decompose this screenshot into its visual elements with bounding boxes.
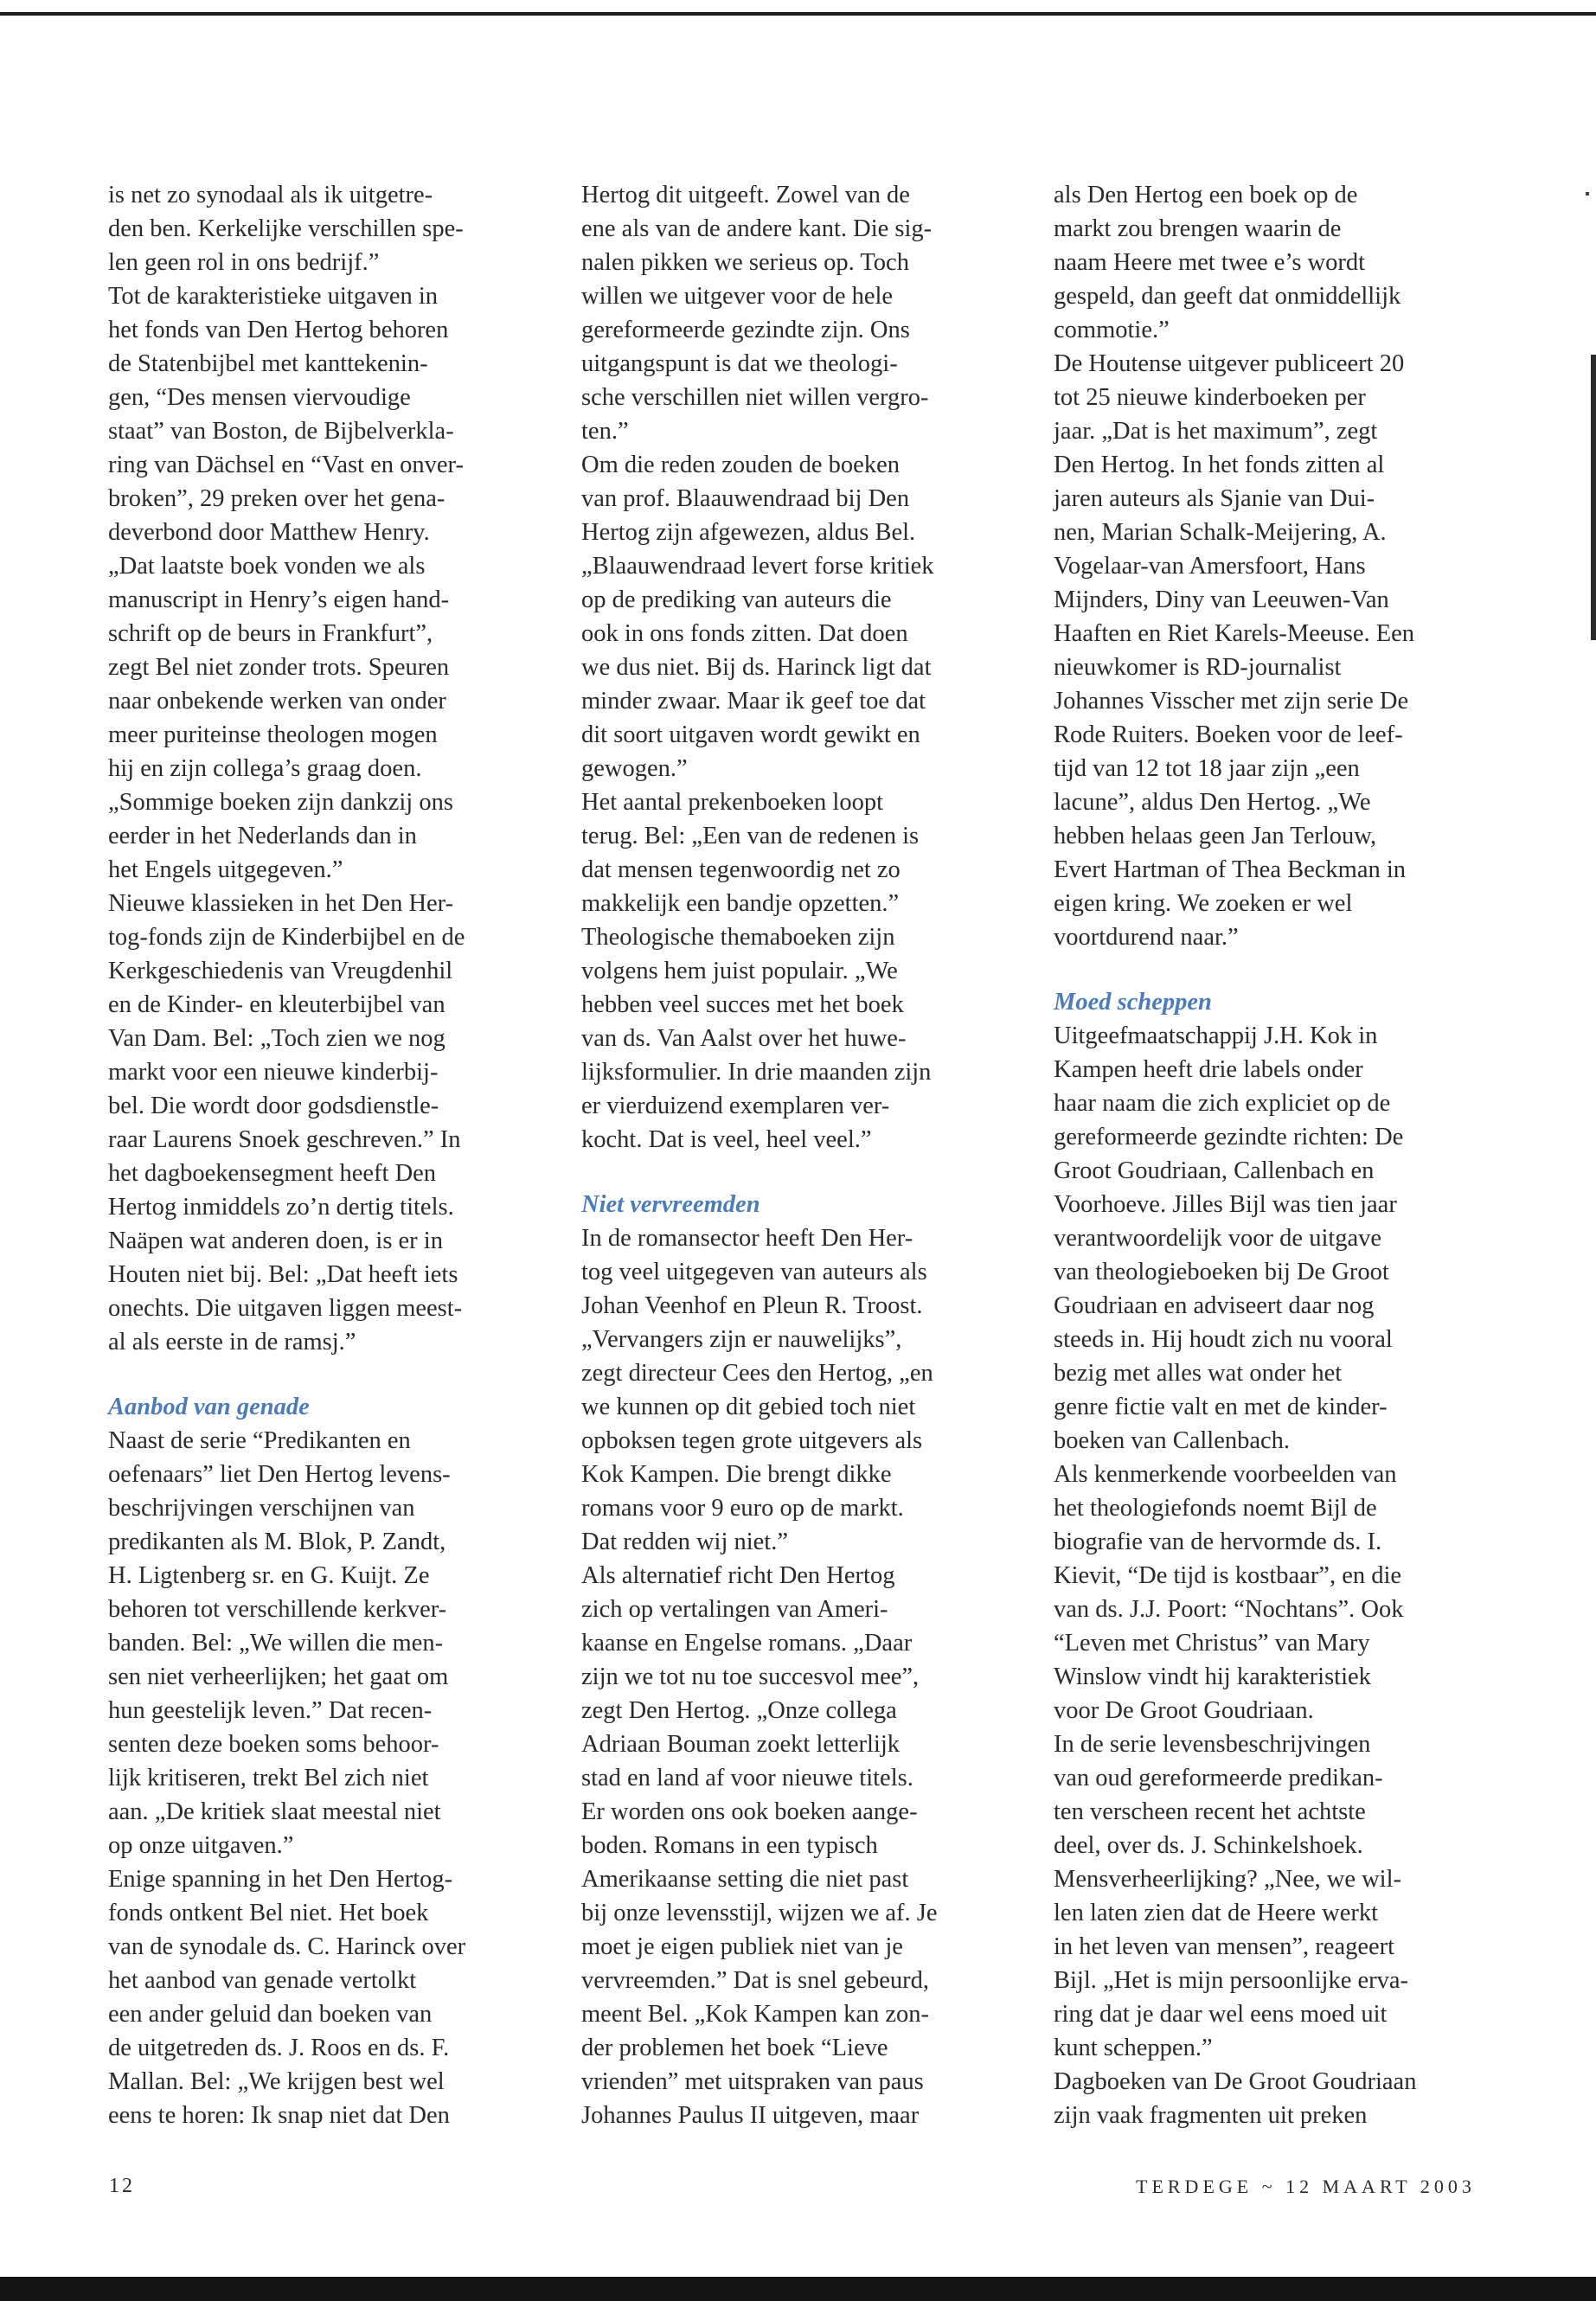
article-paragraph [581, 448, 1022, 785]
text-line: kocht. Dat is veel, heel veel.” [581, 1126, 872, 1153]
text-line: Winslow vindt hij karakteristiek [1054, 1663, 1371, 1690]
text-line: er vierduizend exemplaren ver- [581, 1093, 890, 1119]
section-gap [581, 1157, 1022, 1188]
text-line: jaren auteurs als Sjanie van Dui- [1054, 485, 1375, 512]
text-line: tog veel uitgegeven van auteurs als [581, 1259, 927, 1285]
text-line: Naäpen wat anderen doen, is er in [108, 1227, 443, 1254]
text-line: deel, over ds. J. Schinkelshoek. [1054, 1832, 1363, 1859]
text-line: het Engels uitgegeven.” [108, 856, 343, 883]
article-paragraph [1054, 1019, 1495, 1458]
text-line: Kievit, “De tijd is kostbaar”, en die [1054, 1562, 1402, 1589]
text-line: voor De Groot Goudriaan. [1054, 1697, 1314, 1724]
article-paragraph [108, 887, 541, 1359]
text-line: den ben. Kerkelijke verschillen spe- [108, 215, 464, 242]
article-paragraph [1054, 1458, 1495, 1727]
text-line: zijn we tot nu toe succesvol mee”, [581, 1663, 920, 1690]
text-line: genre fictie valt en met de kinder- [1054, 1394, 1388, 1420]
text-line: fonds ontkent Bel niet. Het boek [108, 1900, 429, 1926]
section-gap [108, 1359, 541, 1390]
text-line: Johan Veenhof en Pleun R. Troost. [581, 1292, 923, 1319]
text-line: Adriaan Bouman zoekt letterlijk [581, 1731, 901, 1758]
article-paragraph [108, 279, 541, 549]
text-line: gespeld, dan geeft dat onmiddellijk [1054, 283, 1401, 310]
text-line: gen, “Des mensen viervoudige [108, 384, 411, 411]
text-line: Hertog dit uitgeeft. Zowel van de [581, 182, 910, 208]
scan-edge-bar [1591, 355, 1596, 640]
text-line: ring van Dächsel en “Vast en onver- [108, 452, 464, 478]
text-line: we dus niet. Bij ds. Harinck ligt dat [581, 654, 932, 681]
text-line: stad en land af voor nieuwe titels. [581, 1765, 913, 1791]
text-line: lacune”, aldus Den Hertog. „We [1054, 789, 1371, 816]
text-line: ring dat je daar wel eens moed uit [1054, 2001, 1388, 2028]
text-line: markt voor een nieuwe kinderbij- [108, 1059, 439, 1086]
text-line: ene als van de andere kant. Die sig- [581, 215, 933, 242]
text-line: sche verschillen niet willen vergro- [581, 384, 929, 411]
text-line: romans voor 9 euro op de markt. [581, 1495, 904, 1522]
text-line: het fonds van Den Hertog behoren [108, 317, 449, 343]
text-line: markt zou brengen waarin de [1054, 215, 1342, 242]
article-paragraph [108, 1424, 541, 1862]
magazine-footer: TERDEGE ~ 12 MAART 2003 [1136, 2176, 1476, 2197]
text-line: hun geestelijk leven.” Dat recen- [108, 1697, 433, 1724]
text-line: Theologische themaboeken zijn [581, 924, 895, 951]
article-paragraph [108, 178, 541, 279]
text-line: Hertog zijn afgewezen, aldus Bel. [581, 519, 916, 546]
text-line: predikanten als M. Blok, P. Zandt, [108, 1529, 446, 1555]
text-line: op de prediking van auteurs die [581, 586, 892, 613]
text-line: gereformeerde gezindte zijn. Ons [581, 317, 910, 343]
text-line: minder zwaar. Maar ik geef toe dat [581, 688, 926, 715]
text-line: len geen rol in ons bedrijf.” [108, 249, 380, 276]
text-line: naam Heere met twee e’s wordt [1054, 249, 1366, 276]
text-line: onechts. Die uitgaven liggen meest- [108, 1295, 463, 1322]
text-line: Nieuwe klassieken in het Den Her- [108, 890, 454, 917]
text-line: verantwoordelijk voor de uitgave [1054, 1225, 1382, 1252]
text-line: als Den Hertog een boek op de [1054, 182, 1358, 208]
text-line: jaar. „Dat is het maximum”, zegt [1054, 418, 1378, 445]
text-line: „Blaauwendraad levert forse kritiek [581, 553, 934, 580]
text-line: Dagboeken van De Groot Goudriaan [1054, 2068, 1417, 2095]
text-line: uitgangspunt is dat we theologi- [581, 350, 898, 377]
text-line: Groot Goudriaan, Callenbach en [1054, 1157, 1375, 1184]
text-line: hebben veel succes met het boek [581, 991, 904, 1018]
text-line: dit soort uitgaven wordt gewikt en [581, 721, 920, 748]
text-line: eigen kring. We zoeken er wel [1054, 890, 1353, 917]
text-line: behoren tot verschillende kerkver- [108, 1596, 447, 1623]
text-line: Mijnders, Diny van Leeuwen-Van [1054, 586, 1389, 613]
text-line: Den Hertog. In het fonds zitten al [1054, 452, 1385, 478]
article-paragraph [581, 1559, 1022, 2132]
text-line: “Leven met Christus” van Mary [1054, 1630, 1370, 1657]
text-line: Dat redden wij niet.” [581, 1529, 788, 1555]
text-line: In de serie levensbeschrijvingen [1054, 1731, 1371, 1758]
text-line: zegt directeur Cees den Hertog, „en [581, 1360, 933, 1387]
text-line: we kunnen op dit gebied toch niet [581, 1394, 916, 1420]
text-line: Naast de serie “Predikanten en [108, 1427, 411, 1454]
text-line: Amerikaanse setting die niet past [581, 1866, 909, 1893]
text-line: naar onbekende werken van onder [108, 688, 446, 715]
section-heading: Niet vervreemden [581, 1191, 760, 1218]
text-line: H. Ligtenberg sr. en G. Kuijt. Ze [108, 1562, 430, 1589]
text-line: meent Bel. „Kok Kampen kan zon- [581, 2001, 930, 2028]
text-line: Uitgeefmaatschappij J.H. Kok in [1054, 1022, 1378, 1049]
text-line: Mensverheerlijking? „Nee, we wil- [1054, 1866, 1402, 1893]
text-line: van de synodale ds. C. Harinck over [108, 1933, 466, 1960]
text-line: kunt scheppen.” [1054, 2035, 1213, 2061]
text-line: van oud gereformeerde predikan- [1054, 1765, 1383, 1791]
text-line: Om die reden zouden de boeken [581, 452, 900, 478]
text-line: en de Kinder- en kleuterbijbel van [108, 991, 445, 1018]
text-line: Evert Hartman of Thea Beckman in [1054, 856, 1407, 883]
text-line: broken”, 29 preken over het gena- [108, 485, 445, 512]
section-heading: Aanbod van genade [108, 1394, 310, 1420]
text-line: van ds. Van Aalst over het huwe- [581, 1025, 907, 1052]
text-line: len laten zien dat de Heere werkt [1054, 1900, 1379, 1926]
text-line: hij en zijn collega’s graag doen. [108, 755, 422, 782]
text-line: eerder in het Nederlands dan in [108, 823, 417, 849]
text-line: In de romansector heeft Den Her- [581, 1225, 913, 1252]
text-line: Van Dam. Bel: „Toch zien we nog [108, 1025, 445, 1052]
article-paragraph [581, 178, 1022, 448]
text-line: Rode Ruiters. Boeken voor de leef- [1054, 721, 1403, 748]
text-line: dat mensen tegenwoordig net zo [581, 856, 901, 883]
text-line: Kok Kampen. Die brengt dikke [581, 1461, 892, 1488]
text-line: Johannes Visscher met zijn serie De [1054, 688, 1409, 715]
text-line: Mallan. Bel: „We krijgen best wel [108, 2068, 445, 2095]
text-line: Johannes Paulus II uitgeven, maar [581, 2102, 920, 2129]
text-line: Als kenmerkende voorbeelden van [1054, 1461, 1397, 1488]
text-line: volgens hem juist populair. „We [581, 958, 898, 984]
text-line: een ander geluid dan boeken van [108, 2001, 433, 2028]
scan-top-border [0, 0, 1596, 16]
text-line: het aanbod van genade vertolkt [108, 1967, 417, 1994]
text-line: ook in ons fonds zitten. Dat doen [581, 620, 908, 647]
text-line: kaanse en Engelse romans. „Daar [581, 1630, 913, 1657]
text-line: ten.” [581, 418, 629, 445]
text-line: De Houtense uitgever publiceert 20 [1054, 350, 1405, 377]
text-line: Hertog inmiddels zo’n dertig titels. [108, 1194, 454, 1221]
section-gap [1054, 954, 1495, 985]
text-line: schrift op de beurs in Frankfurt”, [108, 620, 433, 647]
text-line: Vogelaar-van Amersfoort, Hans [1054, 553, 1366, 580]
section-heading: Moed scheppen [1054, 989, 1212, 1016]
article-paragraph [581, 785, 1022, 1157]
article-paragraph [108, 549, 541, 887]
text-line: Als alternatief richt Den Hertog [581, 1562, 895, 1589]
text-line: Tot de karakteristieke uitgaven in [108, 283, 439, 310]
text-line: meer puriteinse theologen mogen [108, 721, 438, 748]
text-line: tijd van 12 tot 18 jaar zijn „een [1054, 755, 1360, 782]
text-line: bezig met alles wat onder het [1054, 1360, 1343, 1387]
text-line: Er worden ons ook boeken aange- [581, 1798, 918, 1825]
text-line: van ds. J.J. Poort: “Nochtans”. Ook [1054, 1596, 1404, 1623]
text-line: gereformeerde gezindte richten: De [1054, 1124, 1404, 1150]
text-line: der problemen het boek “Lieve [581, 2035, 888, 2061]
text-line: Kerkgeschiedenis van Vreugdenhil [108, 958, 453, 984]
text-line: willen we uitgever voor de hele [581, 283, 894, 310]
text-line: oefenaars” liet Den Hertog levens- [108, 1461, 451, 1488]
page-number: 12 [109, 2175, 135, 2197]
text-line: makkelijk een bandje opzetten.” [581, 890, 900, 917]
text-line: commotie.” [1054, 317, 1170, 343]
article-paragraph [1054, 347, 1495, 954]
text-line: Het aantal prekenboeken loopt [581, 789, 883, 816]
text-line: „Sommige boeken zijn dankzij ons [108, 789, 453, 816]
text-line: Haaften en Riet Karels-Meeuse. Een [1054, 620, 1415, 647]
text-line: „Dat laatste boek vonden we als [108, 553, 426, 580]
scan-edge-mark [1586, 192, 1589, 195]
text-line: de uitgetreden ds. J. Roos en ds. F. [108, 2035, 450, 2061]
text-line: het dagboekensegment heeft Den [108, 1160, 437, 1187]
article-paragraph [581, 1221, 1022, 1559]
text-line: staat” van Boston, de Bijbelverkla- [108, 418, 454, 445]
text-line: manuscript in Henry’s eigen hand- [108, 586, 450, 613]
article-paragraph [1054, 2065, 1495, 2132]
text-line: ten verscheen recent het achtste [1054, 1798, 1366, 1825]
text-line: boden. Romans in een typisch [581, 1832, 878, 1859]
text-line: moet je eigen publiek niet van je [581, 1933, 903, 1960]
text-line: tot 25 nieuwe kinderboeken per [1054, 384, 1366, 411]
text-line: zegt Bel niet zonder trots. Speuren [108, 654, 450, 681]
text-line: al als eerste in de ramsj.” [108, 1329, 356, 1356]
text-line: eens te horen: Ik snap niet dat Den [108, 2102, 450, 2129]
text-line: lijk kritiseren, trekt Bel zich niet [108, 1765, 429, 1791]
text-line: banden. Bel: „We willen die men- [108, 1630, 444, 1657]
text-line: opboksen tegen grote uitgevers als [581, 1427, 923, 1454]
text-line: vervreemden.” Dat is snel gebeurd, [581, 1967, 930, 1994]
text-line: aan. „De kritiek slaat meestal niet [108, 1798, 441, 1825]
text-line: senten deze boeken soms behoor- [108, 1731, 439, 1758]
text-line: zich op vertalingen van Ameri- [581, 1596, 888, 1623]
text-line: het theologiefonds noemt Bijl de [1054, 1495, 1377, 1522]
article-column-1 [108, 178, 541, 2132]
text-line: Kampen heeft drie labels onder [1054, 1056, 1363, 1083]
article-paragraph [1054, 178, 1495, 347]
text-line: bij onze levensstijl, wijzen we af. Je [581, 1900, 938, 1926]
text-line: tog-fonds zijn de Kinderbijbel en de [108, 924, 465, 951]
text-line: nieuwkomer is RD-journalist [1054, 654, 1342, 681]
text-line: Bijl. „Het is mijn persoonlijke erva- [1054, 1967, 1408, 1994]
text-line: raar Laurens Snoek geschreven.” In [108, 1126, 461, 1153]
text-line: „Vervangers zijn er nauwelijks”, [581, 1326, 902, 1353]
text-line: hebben helaas geen Jan Terlouw, [1054, 823, 1377, 849]
article-paragraph [108, 1862, 541, 2132]
text-line: Enige spanning in het Den Hertog- [108, 1866, 453, 1893]
text-line: voortdurend naar.” [1054, 924, 1239, 951]
text-line: terug. Bel: „Een van de redenen is [581, 823, 920, 849]
text-line: zijn vaak fragmenten uit preken [1054, 2102, 1368, 2129]
article-column-3 [1054, 178, 1495, 2132]
text-line: nalen pikken we serieus op. Toch [581, 249, 909, 276]
text-line: Goudriaan en adviseert daar nog [1054, 1292, 1375, 1319]
text-line: de Statenbijbel met kanttekenin- [108, 350, 428, 377]
text-line: in het leven van mensen”, reageert [1054, 1933, 1395, 1960]
text-line: sen niet verheerlijken; het gaat om [108, 1663, 449, 1690]
text-line: steeds in. Hij houdt zich nu vooral [1054, 1326, 1393, 1353]
text-line: haar naam die zich expliciet op de [1054, 1090, 1391, 1117]
text-line: zegt Den Hertog. „Onze collega [581, 1697, 897, 1724]
text-line: vrienden” met uitspraken van paus [581, 2068, 924, 2095]
text-line: nen, Marian Schalk-Meijering, A. [1054, 519, 1387, 546]
article-column-2 [581, 178, 1022, 2132]
text-line: bel. Die wordt door godsdienstle- [108, 1093, 439, 1119]
text-line: lijksformulier. In drie maanden zijn [581, 1059, 932, 1086]
text-line: is net zo synodaal als ik uitgetre- [108, 182, 433, 208]
text-line: van theologieboeken bij De Groot [1054, 1259, 1389, 1285]
text-line: op onze uitgaven.” [108, 1832, 294, 1859]
scan-bottom-border [0, 2277, 1596, 2301]
text-line: Houten niet bij. Bel: „Dat heeft iets [108, 1261, 458, 1288]
text-line: Voorhoeve. Jilles Bijl was tien jaar [1054, 1191, 1397, 1218]
text-line: beschrijvingen verschijnen van [108, 1495, 415, 1522]
text-line: deverbond door Matthew Henry. [108, 519, 430, 546]
article-paragraph [1054, 1727, 1495, 2065]
text-line: gewogen.” [581, 755, 688, 782]
text-line: van prof. Blaauwendraad bij Den [581, 485, 910, 512]
text-line: boeken van Callenbach. [1054, 1427, 1291, 1454]
text-line: biografie van de hervormde ds. I. [1054, 1529, 1382, 1555]
